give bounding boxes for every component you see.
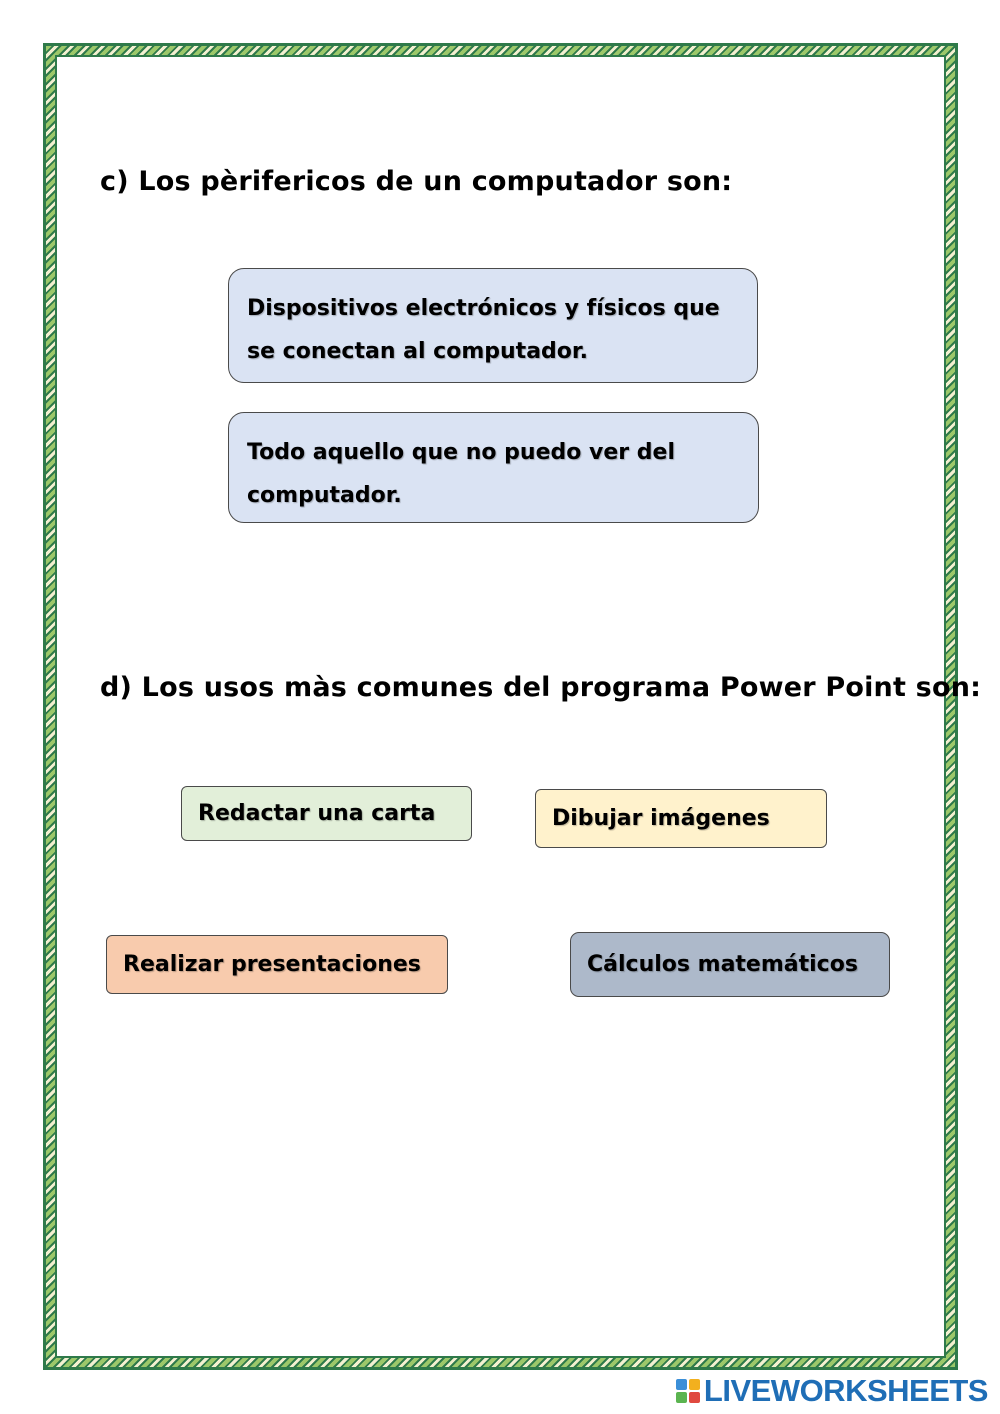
answer-option-d-4[interactable]: Cálculos matemáticos [570,932,890,997]
answer-option-c-1[interactable]: Dispositivos electrónicos y físicos que se conectan al computador. [228,268,758,383]
logo-square-2 [689,1379,700,1390]
logo-square-1 [676,1379,687,1390]
liveworksheets-logo [676,1372,988,1410]
answer-option-d-2[interactable]: Dibujar imágenes [535,789,827,848]
answer-option-c-2[interactable]: Todo aquello que no puedo ver del computador. [228,412,759,523]
liveworksheets-logo-icon [676,1379,700,1403]
page-area [55,55,946,1358]
question-d-title: d) Los usos màs comunes del programa Power Point son: [100,672,982,703]
logo-square-4 [689,1392,700,1403]
question-c-title: c) Los pèrifericos de un computador son: [100,166,733,197]
answer-option-d-3[interactable]: Realizar presentaciones [106,935,448,994]
decorative-border [43,43,958,1370]
answer-option-d-1[interactable]: Redactar una carta [181,786,472,841]
logo-square-3 [676,1392,687,1403]
logo-text: LIVEWORKSHEETS [703,1373,988,1408]
